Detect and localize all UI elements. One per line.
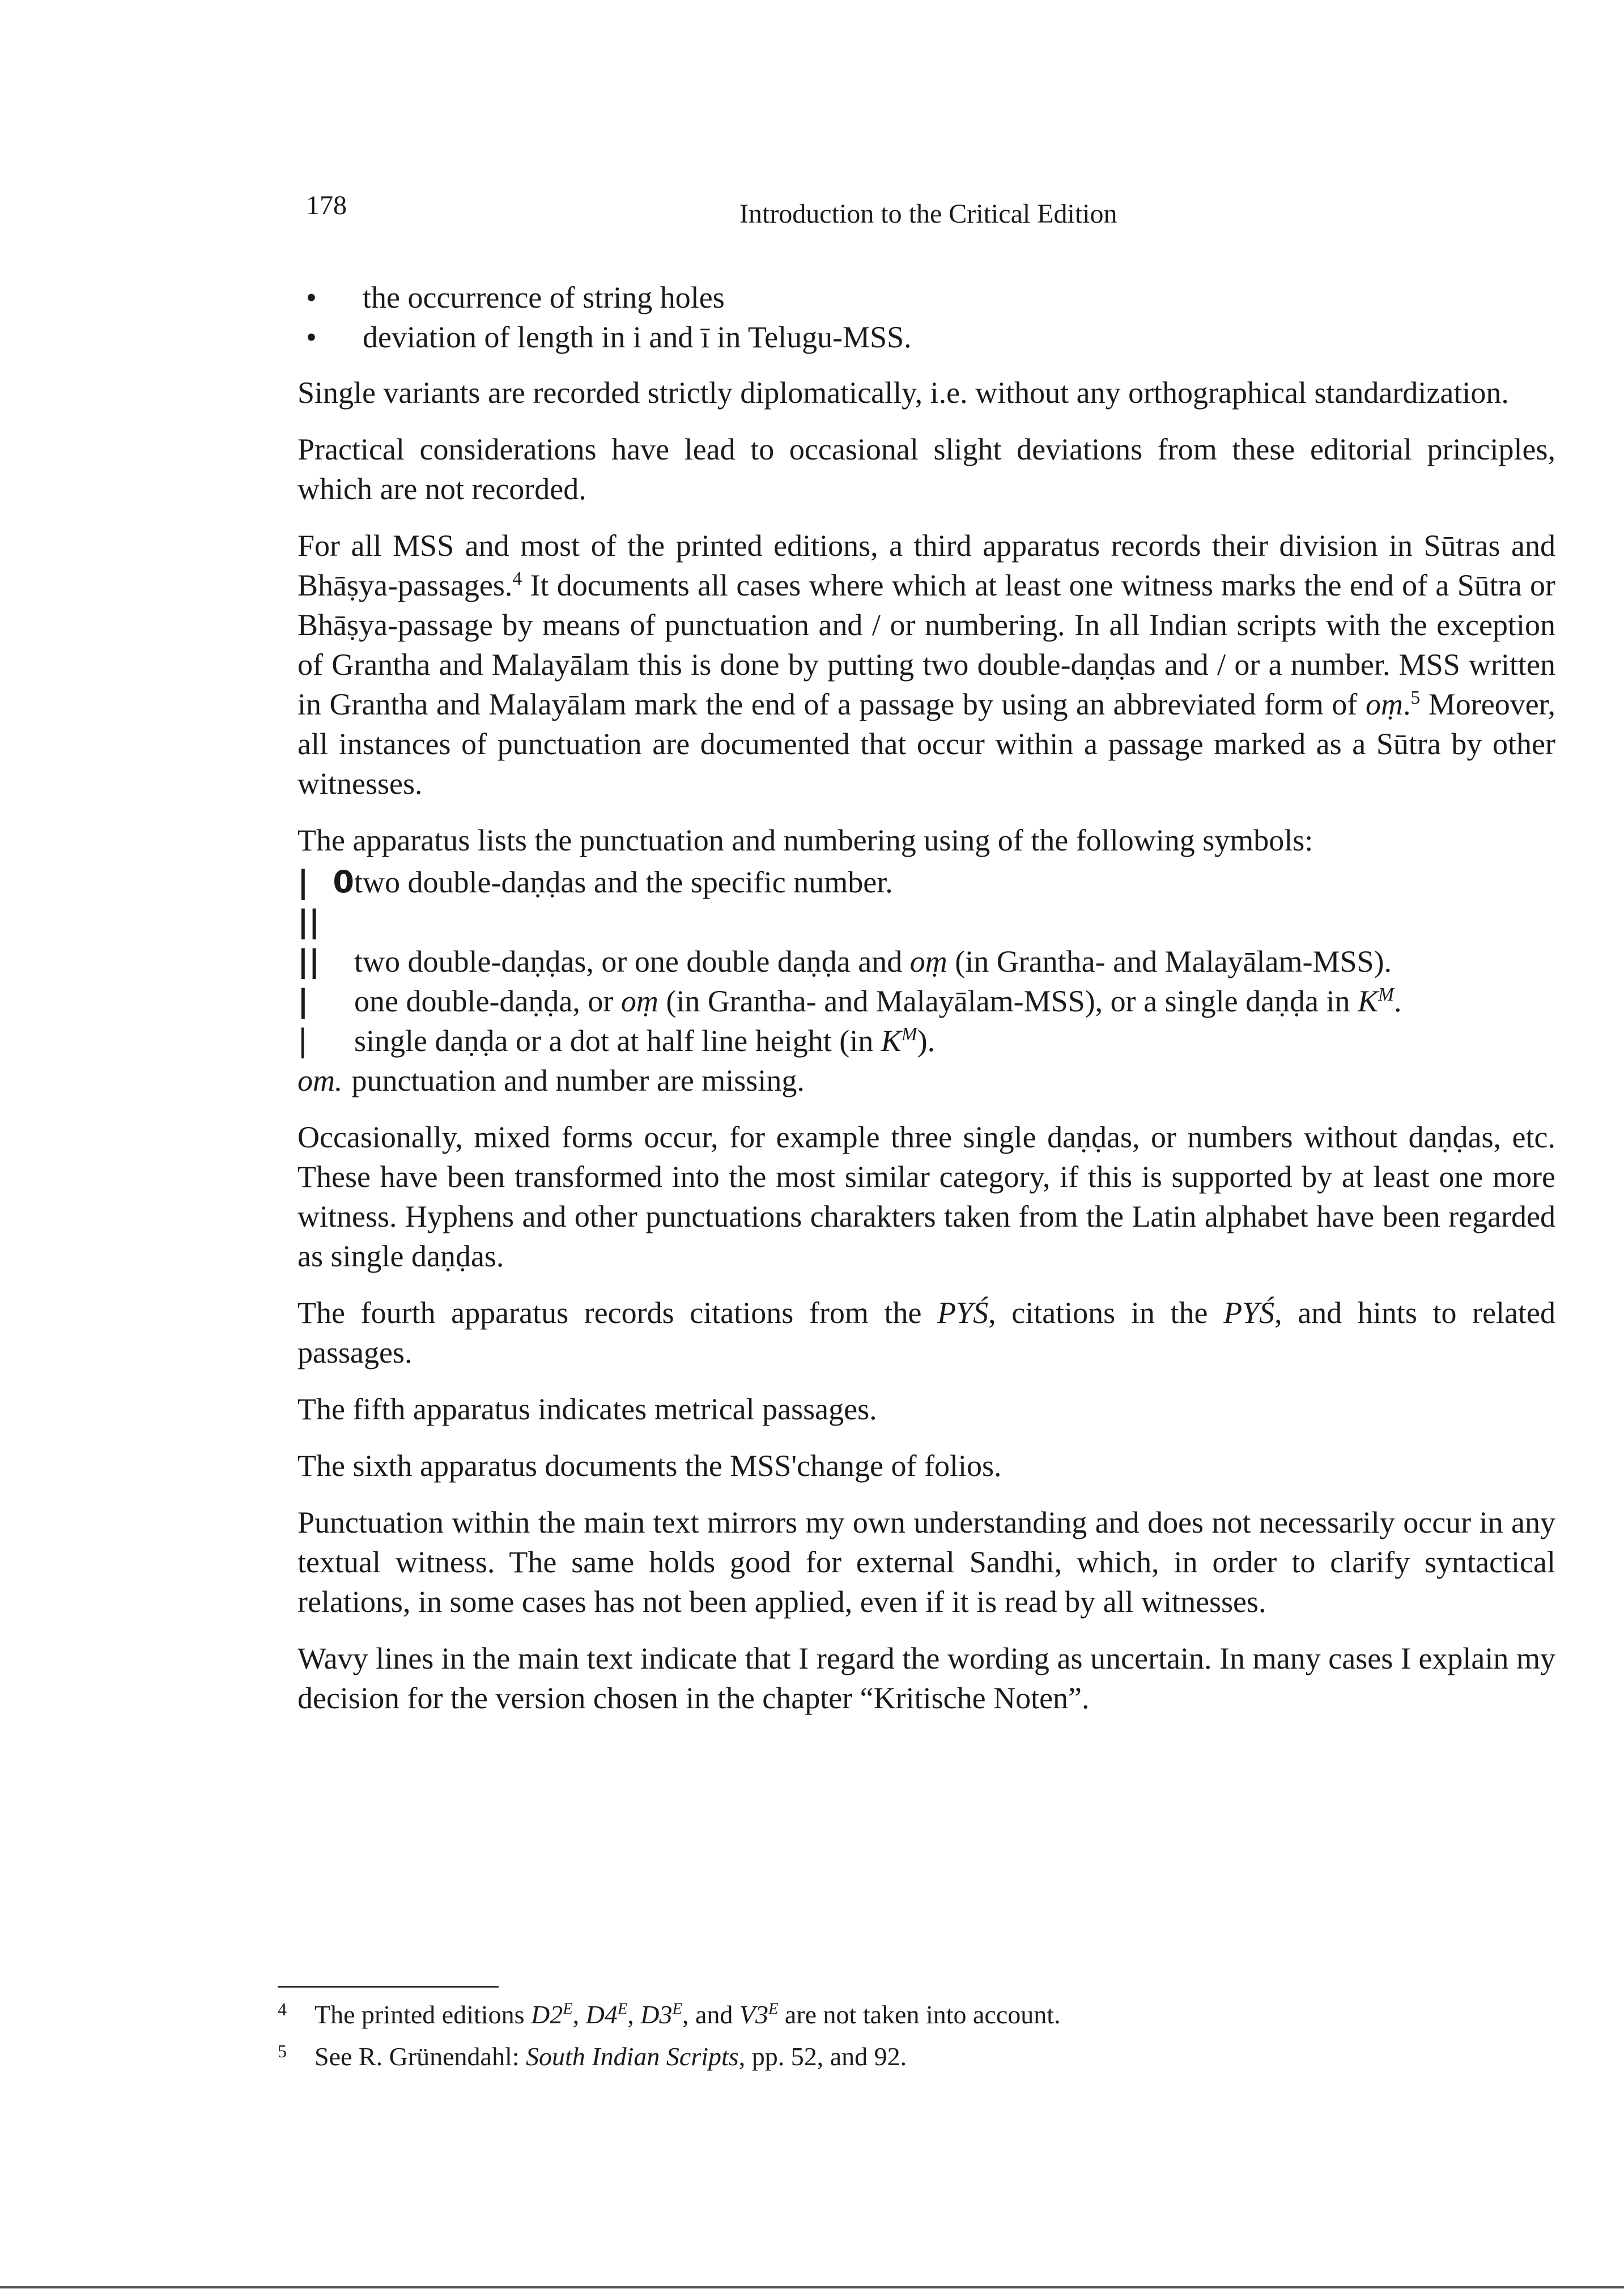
page-edge-line <box>0 2286 1624 2288</box>
punctuation-symbol: | <box>297 1023 308 1058</box>
symbol-row: | single daṇḍa or a dot at half line height (in $K^M$). <box>297 1021 1555 1061</box>
punctuation-symbol: om. <box>297 1063 343 1097</box>
footnote-number: 4 <box>278 1999 287 2019</box>
footnote-separator <box>278 1986 499 1988</box>
paragraph: Wavy lines in the main text indicate that I regard the wording as uncertain. In many cases I explain my decision for the version chosen in the chapter “Kritische Noten”. <box>297 1641 1555 1715</box>
footnote: 4 The printed editions $D2^E$, $D4^E$, $D3^E$, and $V3^E$ are not taken into account. <box>278 1997 1524 2032</box>
list-item: • the occurrence of string holes <box>297 278 1555 317</box>
symbol-row: | one double-daṇḍa, or oṃ (in Grantha- and Malayālam-MSS), or a single daṇḍa in $K^M$. <box>297 981 1555 1021</box>
paragraph: The fifth apparatus indicates metrical passages. <box>297 1392 877 1426</box>
list-item: • deviation of length in i and ī in Telugu-MSS. <box>297 317 1555 357</box>
paragraph: The fourth apparatus records citations from the PYŚ, citations in the PYŚ, and hints to related passages. <box>297 1296 1556 1369</box>
footnotes <box>278 1997 1524 2081</box>
page-header <box>306 184 1553 229</box>
footnote: 5 See R. Grünendahl: South Indian Scripts, pp. 52, and 92. <box>278 2039 1524 2074</box>
symbol-row: || two double-daṇḍas, or one double daṇḍa and oṃ (in Grantha- and Malayālam-MSS). <box>297 942 1555 981</box>
footnote-number: 5 <box>278 2041 287 2061</box>
footnote-ref: 5 <box>1410 687 1421 708</box>
punctuation-symbol: | 0 || <box>297 864 354 939</box>
symbol-list <box>297 862 1555 1100</box>
paragraph: For all MSS and most of the printed editions, a third apparatus records their division in Sūtras and Bhāṣya-passages.$^4$ It documents all cases where which at least one witness marks the end of a Sūtra or Bhāṣya-passage by means of punctuation and / or numbering. In all Indian scripts with the exception of Grantha and Malayālam this is done by putting two double-daṇḍas and / or a number. MSS written in Grantha and Malayālam mark the end of a passage by using an abbreviated form of oṃ.$^5$ Moreover, all instances of punctuation are documented that occur within a passage marked as a Sūtra by other witnesses. <box>297 529 1555 801</box>
punctuation-symbol: || <box>297 943 320 979</box>
paragraph: Occasionally, mixed forms occur, for example three single daṇḍas, or numbers without daṇḍas, etc. These have been transformed into the most similar category, if this is supported by at least one more witness. Hyphens and other punctuations charakters taken from the Latin alphabet have been regarded as single daṇḍas. <box>297 1120 1555 1273</box>
running-head: Introduction to the Critical Edition <box>739 199 1117 229</box>
symbol-row: om. punctuation and number are missing. <box>297 1061 1555 1100</box>
bullet-list <box>297 278 1555 357</box>
paragraph: The sixth apparatus documents the MSS'change of folios. <box>297 1449 1002 1483</box>
paragraph: The apparatus lists the punctuation and numbering using of the following symbols: <box>297 823 1313 857</box>
punctuation-symbol: | <box>297 983 309 1019</box>
page-number: 178 <box>306 190 347 220</box>
symbol-row: | 0 || two double-daṇḍas and the specific number. <box>297 862 1555 942</box>
paragraph: Single variants are recorded strictly diplomatically, i.e. without any orthographical standardization. <box>297 376 1509 410</box>
footnote-ref: 4 <box>512 568 522 589</box>
paragraph: Practical considerations have lead to occasional slight deviations from these editorial principles, which are not recorded. <box>297 432 1555 506</box>
main-text <box>297 278 1555 1735</box>
paragraph: Punctuation within the main text mirrors my own understanding and does not necessarily occur in any textual witness. The same holds good for external Sandhi, which, in order to clarify syntactical relations, in some cases has not been applied, even if it is read by all witnesses. <box>297 1505 1555 1619</box>
